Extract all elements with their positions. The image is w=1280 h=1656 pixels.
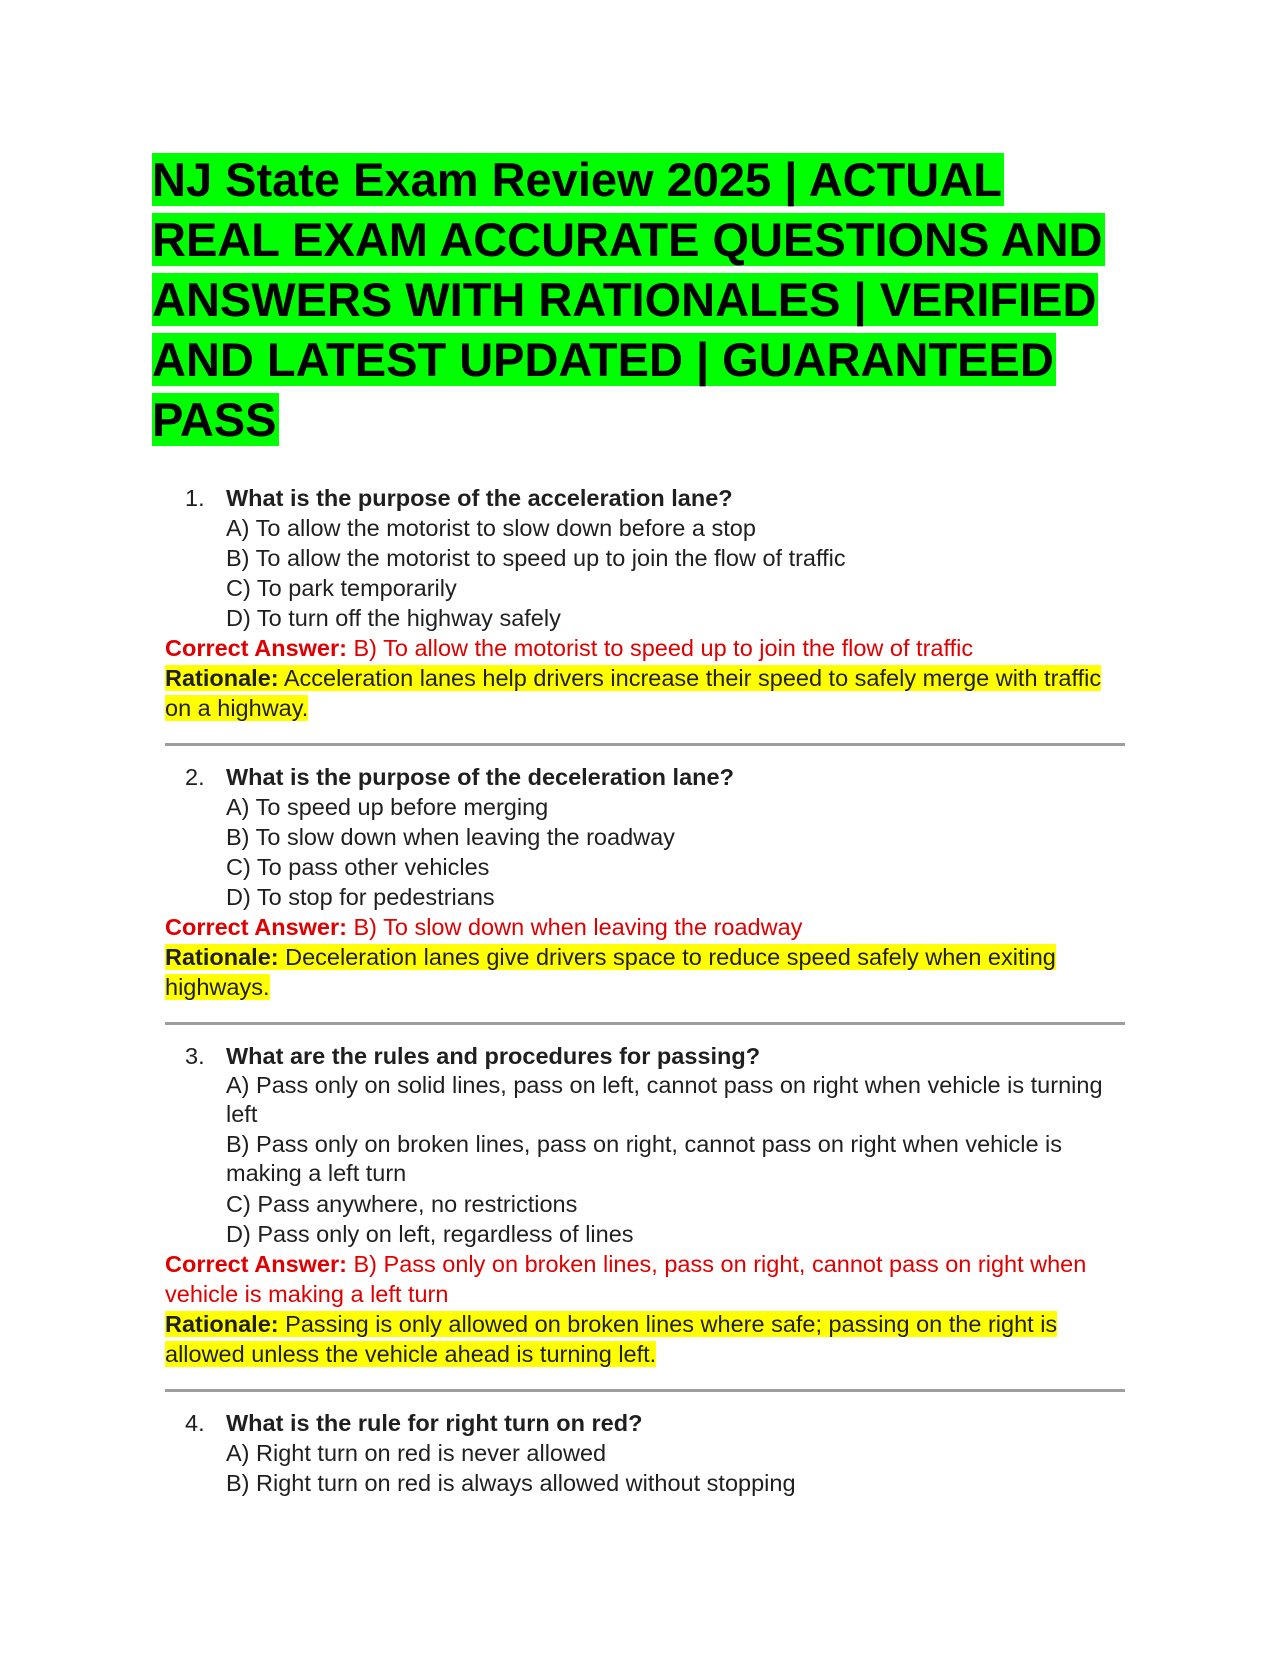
- rationale-label: Rationale:: [165, 665, 279, 691]
- rationale-text: Deceleration lanes give drivers space to reduce speed safely when exiting highways.: [165, 944, 1056, 1000]
- correct-answer: [165, 912, 1125, 942]
- question-1: [165, 483, 1125, 723]
- rationale-label: Rationale:: [165, 1311, 279, 1337]
- question-3-heading: [165, 1041, 1125, 1071]
- question-1-heading: [165, 483, 1125, 513]
- question-number: 2.: [185, 764, 205, 790]
- option-a: A) Pass only on solid lines, pass on left, cannot pass on right when vehicle is turning left: [226, 1072, 1103, 1127]
- question-divider: [165, 1389, 1125, 1392]
- question-number: 3.: [185, 1043, 205, 1069]
- correct-answer: [165, 1249, 1125, 1309]
- question-text: What is the rule for right turn on red?: [226, 1410, 643, 1436]
- question-number: 1.: [185, 485, 205, 511]
- rationale: [165, 942, 1125, 1002]
- correct-answer-text: B) To slow down when leaving the roadway: [353, 914, 803, 940]
- option-a: A) To allow the motorist to slow down before a stop: [226, 515, 756, 541]
- option-d: D) Pass only on left, regardless of lines: [226, 1221, 634, 1247]
- rationale-highlight: [165, 1311, 1057, 1367]
- title-block: [152, 150, 1112, 450]
- question-2-heading: [165, 762, 1125, 792]
- document-title: [152, 150, 1112, 450]
- option-d: D) To turn off the highway safely: [226, 605, 561, 631]
- rationale-highlight: [165, 944, 1056, 1000]
- option-d: D) To stop for pedestrians: [226, 884, 495, 910]
- correct-answer-text: B) To allow the motorist to speed up to join the flow of traffic: [353, 635, 974, 661]
- option-a: A) To speed up before merging: [226, 794, 549, 820]
- option-c: C) To park temporarily: [226, 575, 457, 601]
- rationale: [165, 663, 1125, 723]
- document-title-text: NJ State Exam Review 2025 | ACTUAL REAL EXAM ACCURATE QUESTIONS AND ANSWERS WITH RATIONALES | VERIFIED AND LATEST UPDATED | GUARANTEED PASS: [152, 153, 1103, 446]
- question-4: [165, 1408, 1125, 1498]
- option-a: A) Right turn on red is never allowed: [226, 1440, 607, 1466]
- correct-answer: [165, 633, 1125, 663]
- option-b: B) Pass only on broken lines, pass on right, cannot pass on right when vehicle is making a left turn: [226, 1131, 1063, 1186]
- option-c: C) Pass anywhere, no restrictions: [226, 1191, 578, 1217]
- rationale: [165, 1309, 1125, 1369]
- rationale-label: Rationale:: [165, 944, 279, 970]
- option-b: B) Right turn on red is always allowed without stopping: [226, 1470, 796, 1496]
- rationale-text: Acceleration lanes help drivers increase their speed to safely merge with traffic on a highway.: [165, 665, 1102, 721]
- correct-answer-text: B) Pass only on broken lines, pass on right, cannot pass on right when vehicle is making a left turn: [165, 1251, 1087, 1307]
- question-divider: [165, 1022, 1125, 1025]
- question-2: [165, 762, 1125, 1002]
- question-number: 4.: [185, 1410, 205, 1436]
- question-text: What is the purpose of the deceleration lane?: [226, 764, 734, 790]
- question-3: [165, 1041, 1125, 1369]
- question-4-heading: [165, 1408, 1125, 1438]
- question-divider: [165, 743, 1125, 746]
- correct-answer-label: Correct Answer:: [165, 1251, 347, 1277]
- rationale-highlight: [165, 665, 1101, 721]
- question-text: What are the rules and procedures for passing?: [226, 1043, 761, 1069]
- question-text: What is the purpose of the acceleration lane?: [226, 485, 733, 511]
- option-c: C) To pass other vehicles: [226, 854, 490, 880]
- option-b: B) To allow the motorist to speed up to join the flow of traffic: [226, 545, 846, 571]
- correct-answer-label: Correct Answer:: [165, 914, 347, 940]
- correct-answer-label: Correct Answer:: [165, 635, 347, 661]
- questions-list: [165, 483, 1125, 1498]
- option-b: B) To slow down when leaving the roadway: [226, 824, 675, 850]
- rationale-text: Passing is only allowed on broken lines where safe; passing on the right is allowed unless the vehicle ahead is turning left.: [165, 1311, 1058, 1367]
